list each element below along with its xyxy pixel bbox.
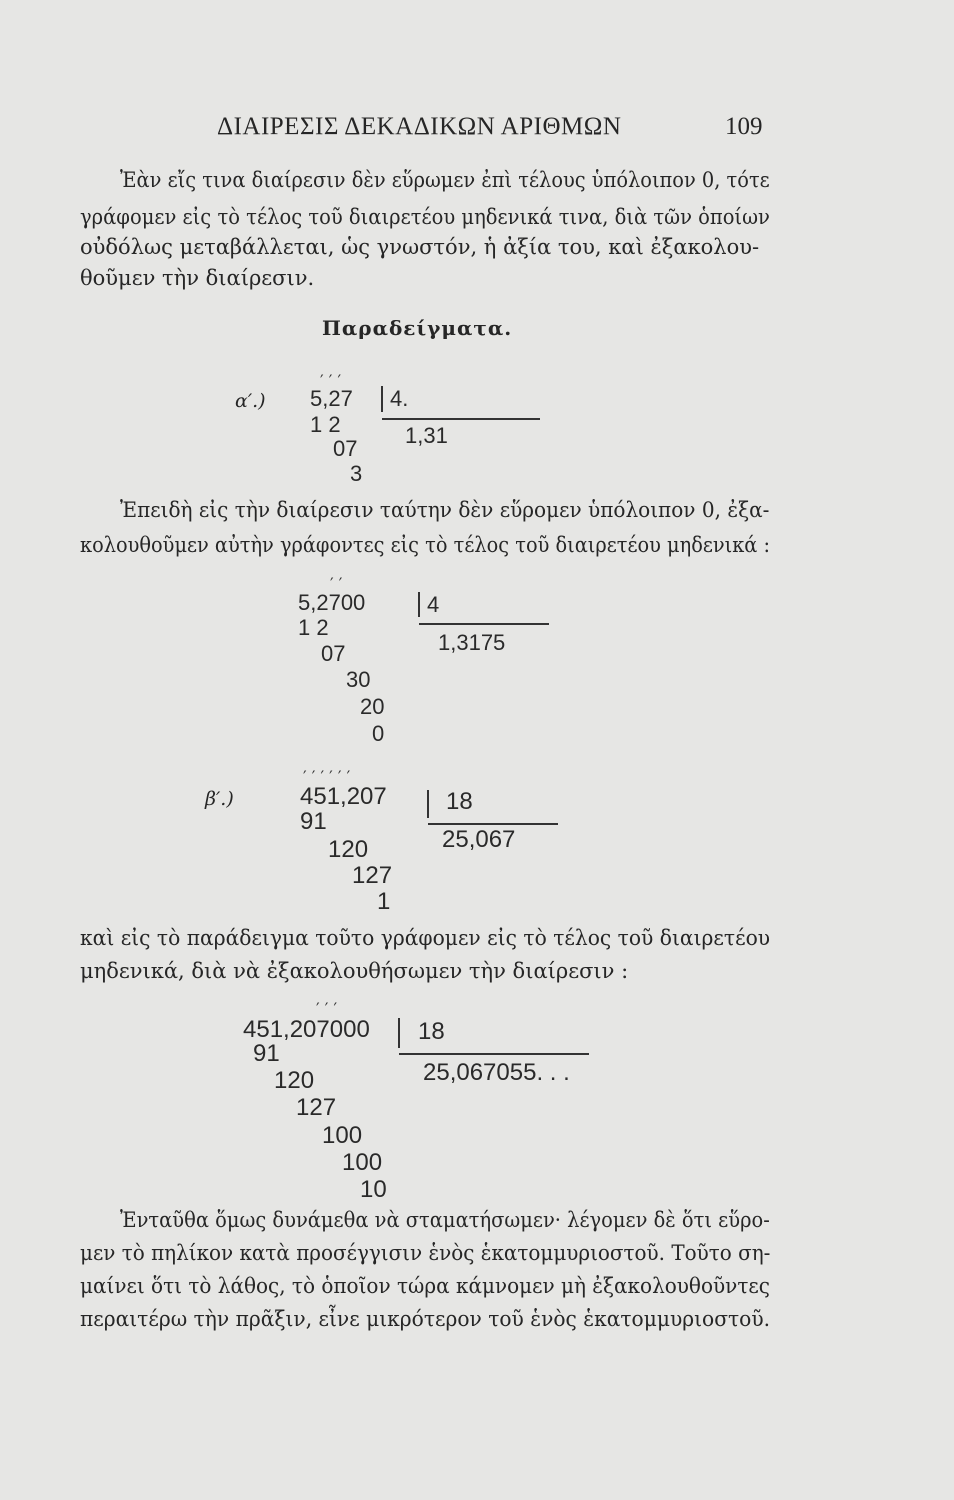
division-rule [382, 418, 540, 420]
prime-mark: ′ ′ [330, 574, 343, 593]
example-b-work-3: 127 [352, 862, 393, 889]
closing-line-4: περαιτέρω τὴν πρᾶξιν, εἶνε μικρότερον τοῦ ἑνὸς ἑκατομμυριοστοῦ. [80, 1307, 771, 1331]
example-b2-dividend: 451,207000 [243, 1016, 370, 1043]
example-b2-work-5: 100 [342, 1149, 383, 1176]
example-a2-work-1: 1 2 [298, 615, 329, 640]
paragraph-2-line-1: Ἐπειδὴ εἰς τὴν διαίρεσιν ταύτην δὲν εὕρομεν ὑπόλοιπον 0, ἐξα- [120, 498, 770, 522]
example-b-dividend: 451,207 [300, 783, 387, 810]
example-a2-divisor: 4 [427, 592, 440, 617]
paragraph-3-line-1: καὶ εἰς τὸ παράδειγμα τοῦτο γράφομεν εἰς τὸ τέλος τοῦ διαιρετέου [80, 926, 771, 950]
division-rule [428, 823, 558, 825]
intro-line-2: γράφομεν εἰς τὸ τέλος τοῦ διαιρετέου μηδενικά τινα, διὰ τῶν ὁποίων [80, 205, 770, 229]
intro-line-3: οὐδόλως μεταβάλλεται, ὡς γνωστόν, ἡ ἀξία του, καὶ ἐξακολου- [80, 235, 760, 259]
closing-line-1: Ἐνταῦθα ὅμως δυνάμεθα νὰ σταματήσωμεν· λέγομεν δὲ ὅτι εὕρο- [120, 1208, 770, 1232]
example-a2-work-2: 07 [321, 641, 346, 666]
prime-mark: ′ ′ ′ [316, 999, 338, 1018]
division-rule [399, 1053, 589, 1055]
division-bar [398, 1018, 400, 1048]
example-b2-work-6: 10 [360, 1176, 387, 1203]
example-b-work-1: 91 [300, 808, 327, 835]
page-number: 109 [725, 113, 763, 140]
example-b2-work-3: 127 [296, 1094, 337, 1121]
example-a-divisor: 4. [390, 386, 409, 411]
example-b2-work-2: 120 [274, 1067, 315, 1094]
example-a2-dividend: 5,2700 [298, 590, 366, 615]
example-a2-work-5: 0 [372, 721, 385, 746]
example-a-quotient: 1,31 [405, 423, 448, 448]
examples-heading: Παραδείγματα. [322, 316, 513, 340]
example-a2-work-3: 30 [346, 667, 371, 692]
paragraph-3-line-2: μηδενικά, διὰ νὰ ἐξακολουθήσωμεν τὴν διαίρεσιν : [80, 959, 629, 983]
division-bar [418, 592, 420, 617]
example-b2-quotient: 25,067055. . . [423, 1059, 570, 1086]
example-a2-quotient: 1,3175 [438, 630, 506, 655]
example-b-work-4: 1 [377, 888, 391, 915]
closing-line-2: μεν τὸ πηλίκον κατὰ προσέγγισιν ἑνὸς ἑκατομμυριοστοῦ. Τοῦτο ση- [80, 1241, 771, 1265]
division-bar [381, 386, 383, 412]
running-header-title: ΔΙΑΙΡΕΣΙΣ ΔΕΚΑΔΙΚΩΝ ΑΡΙΘΜΩΝ [217, 113, 622, 140]
prime-mark: ′ ′ ′ ′ ′ ′ [303, 767, 351, 786]
example-b-label: β′.) [205, 788, 234, 810]
example-a-label: α′.) [235, 390, 266, 412]
example-a-work-2: 07 [333, 436, 358, 461]
prime-mark: ′ ′ ′ [320, 371, 342, 390]
division-bar [427, 790, 429, 818]
example-a2-work-4: 20 [360, 694, 385, 719]
example-a-work-1: 1 2 [310, 412, 341, 437]
example-b-quotient: 25,067 [442, 826, 516, 853]
example-a-dividend: 5,27 [310, 386, 353, 411]
example-a-work-3: 3 [350, 461, 363, 486]
example-b2-divisor: 18 [418, 1018, 445, 1045]
division-rule [419, 623, 549, 625]
intro-line-4: θοῦμεν τὴν διαίρεσιν. [80, 266, 315, 290]
example-b2-work-1: 91 [253, 1040, 280, 1067]
example-b-work-2: 120 [328, 836, 369, 863]
example-b-divisor: 18 [446, 788, 473, 815]
paragraph-2-line-2: κολουθοῦμεν αὐτὴν γράφοντες εἰς τὸ τέλος τοῦ διαιρετέου μηδενικά : [80, 533, 771, 557]
closing-line-3: μαίνει ὅτι τὸ λάθος, τὸ ὁποῖον τώρα κάμνομεν μὴ ἐξακολουθοῦντες [80, 1274, 770, 1298]
example-b2-work-4: 100 [322, 1122, 363, 1149]
intro-line-1: Ἐὰν εἴς τινα διαίρεσιν δὲν εὕρωμεν ἐπὶ τέλους ὑπόλοιπον 0, τότε [120, 168, 770, 192]
